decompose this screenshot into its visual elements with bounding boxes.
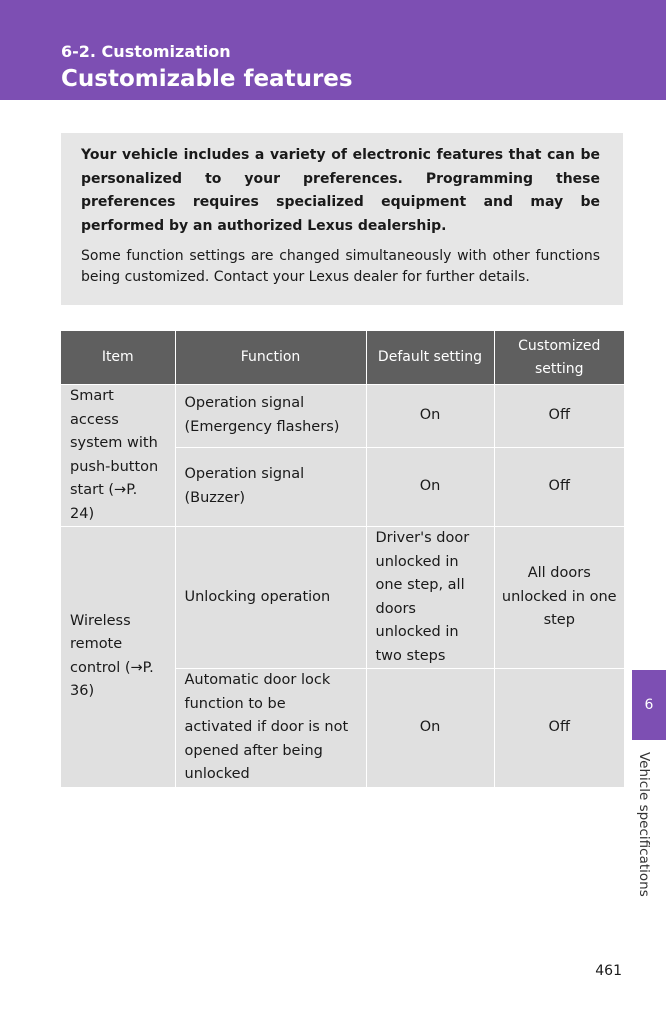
page-title: Customizable features — [61, 66, 353, 92]
item-cell: Wireless remote control (→P. 36) — [61, 527, 175, 788]
default-setting-cell: Driver's door unlocked in one step, all doors unlocked in two steps — [366, 527, 494, 669]
intro-lead-text: Your vehicle includes a variety of electronic features that can be personalized to your preferences. Programming these preferences requires specialized equipment and may be performed by an authorized Lexus dealership. — [81, 147, 600, 234]
intro-box — [61, 133, 623, 305]
intro-note-text: Some function settings are changed simultaneously with other functions being customized. Contact your Lexus dealer for further details. — [81, 248, 600, 285]
default-setting-cell: On — [366, 385, 494, 448]
header-function: Function — [175, 331, 366, 385]
customized-setting-cell: Off — [494, 447, 624, 526]
header-customized-setting: Customized setting — [494, 331, 624, 385]
table-row — [61, 385, 624, 448]
chapter-side-label: Vehicle specifications — [636, 752, 652, 897]
page-number: 461 — [595, 963, 622, 979]
item-cell: Smart access system with push-button start (→P. 24) — [61, 385, 175, 527]
function-cell: Operation signal (Buzzer) — [175, 447, 366, 526]
customized-setting-cell: Off — [494, 385, 624, 448]
section-label: 6-2. Customization — [61, 42, 231, 61]
customization-table — [61, 331, 624, 788]
function-cell: Automatic door lock function to be activated if door is not opened after being unlocked — [175, 669, 366, 788]
header-item: Item — [61, 331, 175, 385]
default-setting-cell: On — [366, 669, 494, 788]
chapter-header — [0, 0, 666, 100]
function-cell: Operation signal (Emergency flashers) — [175, 385, 366, 448]
customized-setting-cell: Off — [494, 669, 624, 788]
table-row — [61, 527, 624, 669]
table-header-row — [61, 331, 624, 385]
chapter-tab: 6 — [632, 670, 666, 740]
default-setting-cell: On — [366, 447, 494, 526]
customized-setting-cell: All doors unlocked in one step — [494, 527, 624, 669]
function-cell: Unlocking operation — [175, 527, 366, 669]
header-default-setting: Default setting — [366, 331, 494, 385]
